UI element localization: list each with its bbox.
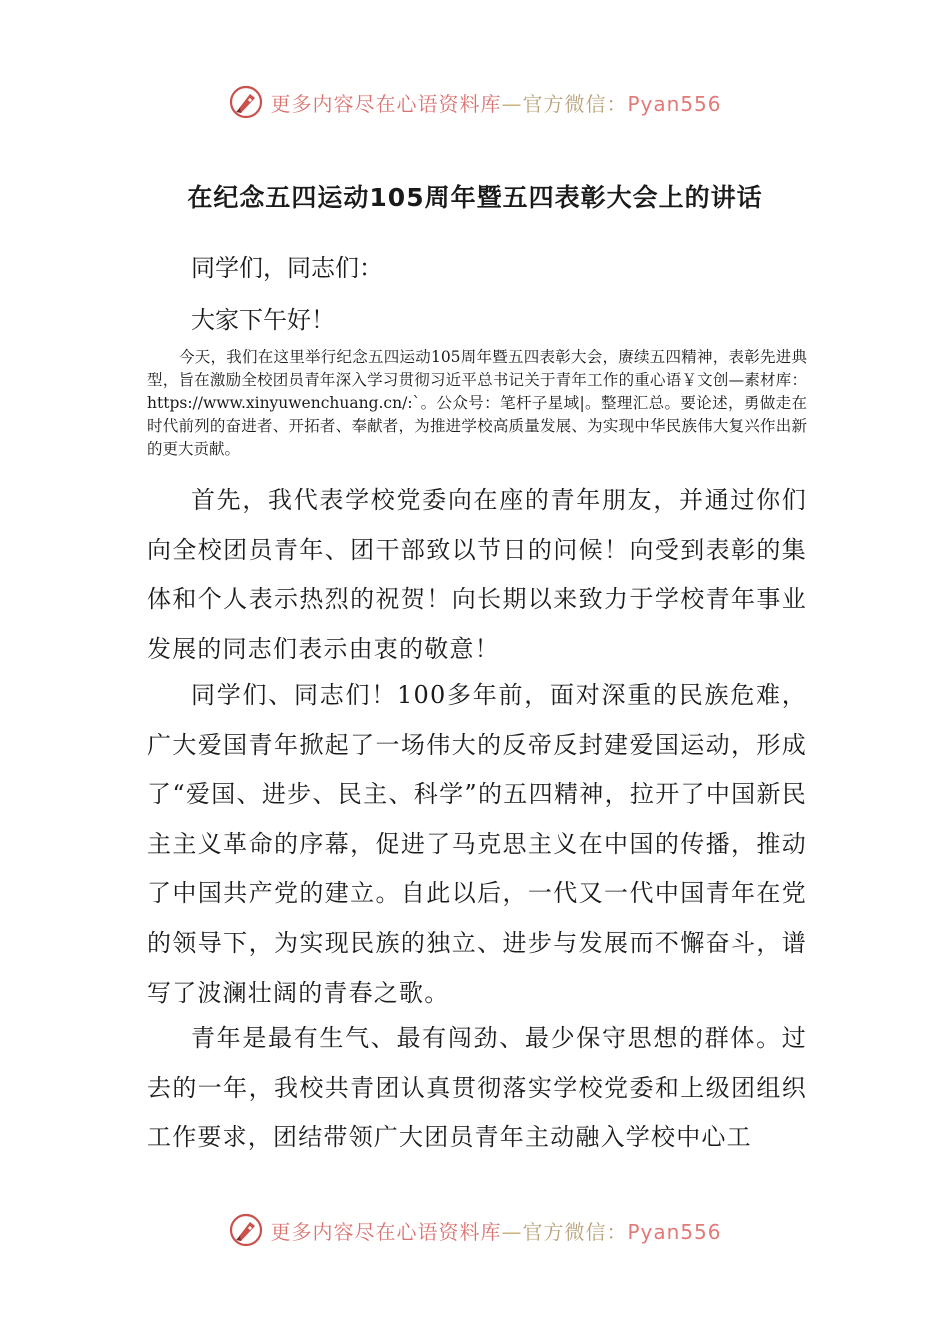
greeting-line-1: 同学们，同志们： bbox=[191, 254, 383, 282]
banner-separator: — bbox=[501, 91, 523, 116]
banner-wechat-label: 官方微信： bbox=[522, 91, 628, 116]
banner-account: Pyan556 bbox=[627, 1219, 722, 1244]
banner-account: Pyan556 bbox=[627, 91, 722, 116]
footer-banner bbox=[0, 1210, 950, 1250]
header-banner bbox=[0, 82, 950, 122]
banner-slogan: 更多内容尽在心语资料库 bbox=[270, 91, 502, 116]
paragraph-1: 首先，我代表学校党委向在座的青年朋友，并通过你们向全校团员青年、团干部致以节日的问候！向受到表彰的集体和个人表示热烈的祝贺！向长期以来致力于学校青年事业发展的同志们表示由衷的敬意！ bbox=[147, 486, 807, 663]
pen-nib-icon bbox=[228, 84, 264, 120]
intro-paragraph: 今天，我们在这里举行纪念五四运动105周年暨五四表彰大会，赓续五四精神，表彰先进典型，旨在激励全校团员青年深入学习贯彻习近平总书记关于青年工作的重心语￥文创—素材库：https://www.xinyuwenchuang.cn/:`。公众号：笔杆子星域|。整理汇总。要论述，勇做走在时代前列的奋进者、开拓者、奉献者，为推进学校高质量发展、为实现中华民族伟大复兴作出新的更大贡献。 bbox=[147, 348, 807, 458]
banner-separator: — bbox=[501, 1219, 523, 1244]
banner-wechat-label: 官方微信： bbox=[522, 1219, 628, 1244]
document-title: 在纪念五四运动105周年暨五四表彰大会上的讲话 bbox=[187, 183, 763, 212]
paragraph-2: 同学们、同志们！100多年前，面对深重的民族危难，广大爱国青年掀起了一场伟大的反帝反封建爱国运动，形成了“爱国、进步、民主、科学”的五四精神，拉开了中国新民主主义革命的序幕，促进了马克思主义在中国的传播，推动了中国共产党的建立。自此以后，一代又一代中国青年在党的领导下，为实现民族的独立、进步与发展而不懈奋斗，谱写了波澜壮阔的青春之歌。 bbox=[147, 681, 807, 1007]
banner-slogan: 更多内容尽在心语资料库 bbox=[270, 1219, 502, 1244]
banner-text bbox=[270, 88, 721, 117]
greeting-line-2: 大家下午好！ bbox=[191, 306, 335, 334]
paragraph-3: 青年是最有生气、最有闯劲、最少保守思想的群体。过去的一年，我校共青团认真贯彻落实学校党委和上级团组织工作要求，团结带领广大团员青年主动融入学校中心工 bbox=[147, 1024, 807, 1152]
banner-text bbox=[270, 1216, 721, 1245]
pen-nib-icon bbox=[228, 1212, 264, 1248]
